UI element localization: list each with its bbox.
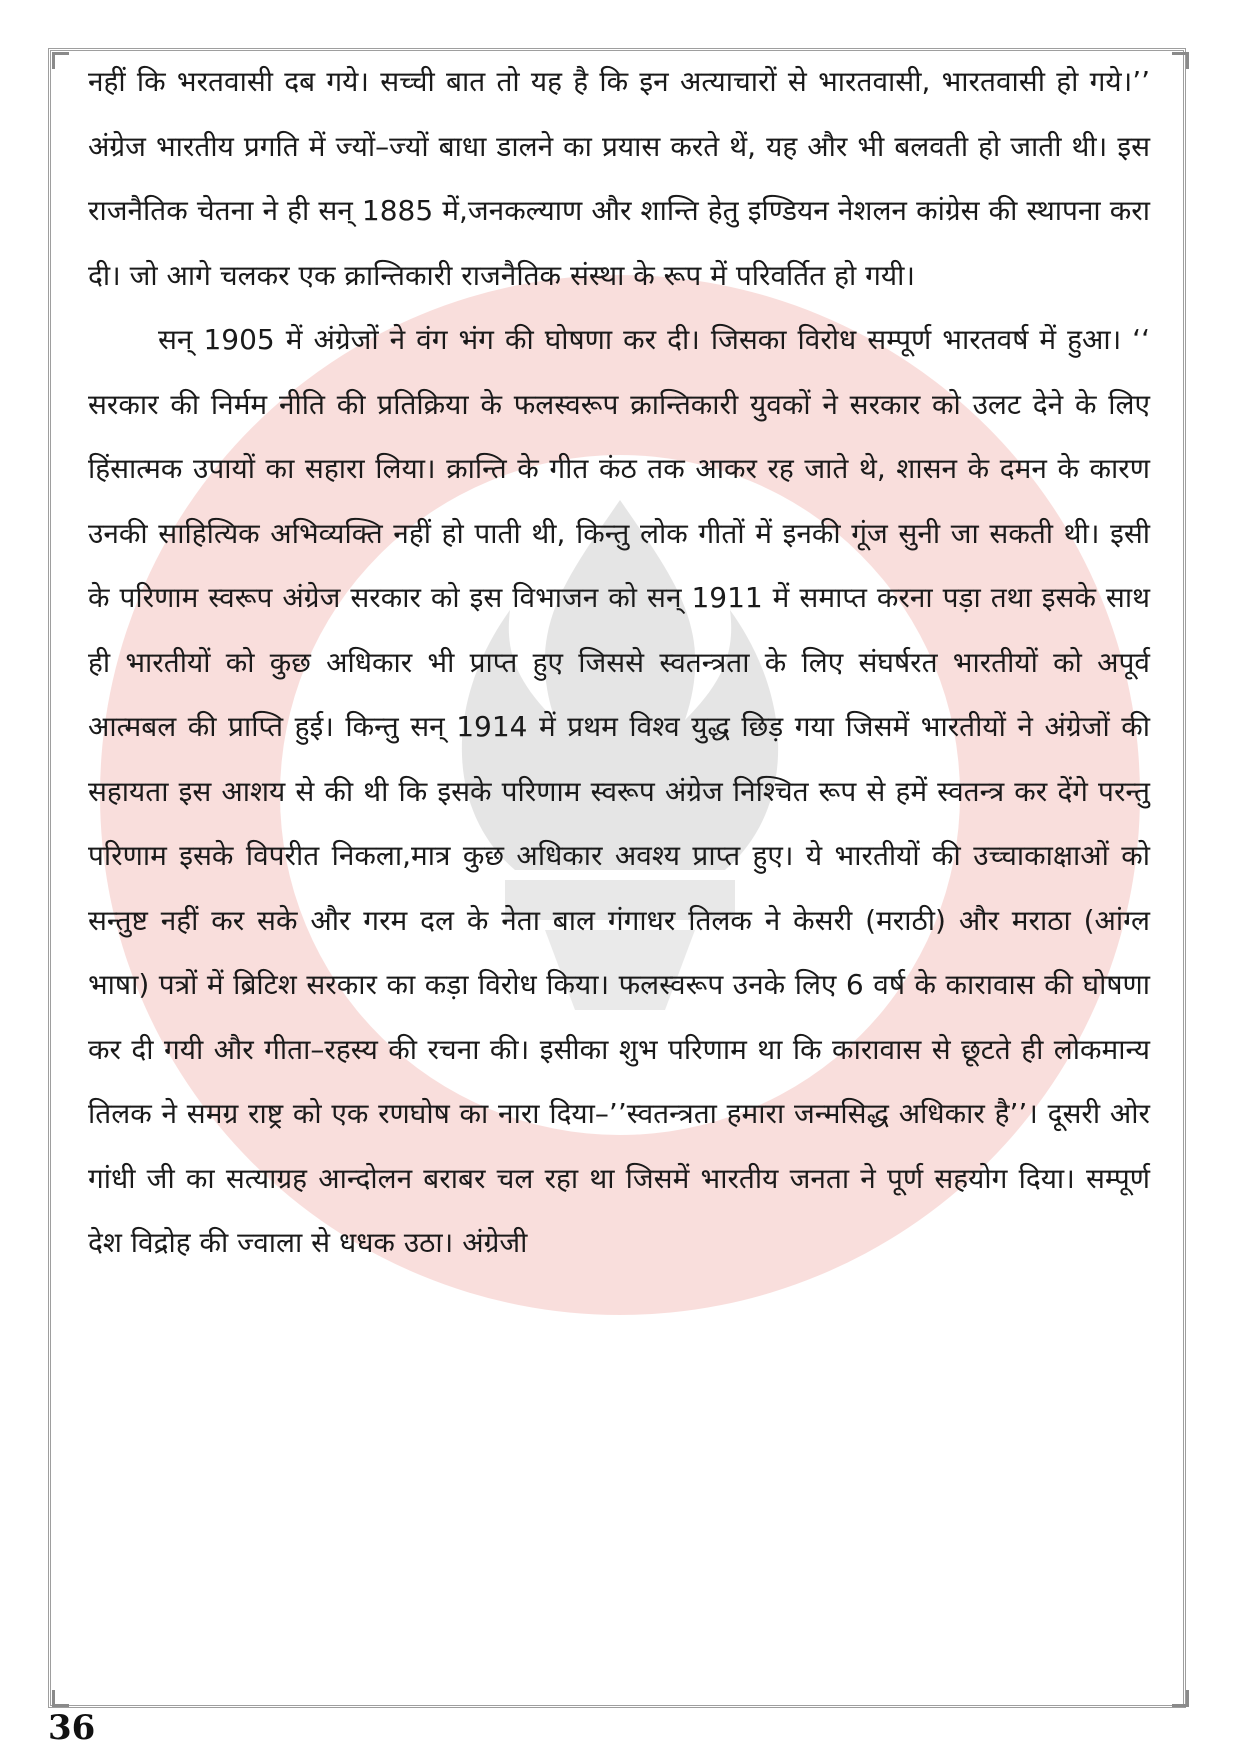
- page-number: 36: [48, 1708, 96, 1748]
- border-corner-bottom-left: [52, 1690, 69, 1707]
- border-corner-bottom-right: [1172, 1690, 1189, 1707]
- border-corner-top-right: [1172, 52, 1189, 69]
- border-corner-top-left: [52, 52, 69, 69]
- page-body: [88, 50, 1150, 1276]
- paragraph-1: नहीं कि भरतवासी दब गये। सच्ची बात तो यह है कि इन अत्याचारों से भारतवासी, भारतवासी हो गये।’’ अंग्रेज भारतीय प्रगति में ज्यों–ज्यों बाधा डालने का प्रयास करते थें, यह और भी बलवती हो जाती थी। इस राजनैतिक चेतना ने ही सन् 1885 में,जनकल्याण और शान्ति हेतु इण्डियन नेशलन कांग्रेस की स्थापना करा दी। जो आगे चलकर एक क्रान्तिकारी राजनैतिक संस्था के रूप में परिवर्तित हो गयी।: [88, 65, 1150, 292]
- paragraph-2: सन् 1905 में अंग्रेजों ने वंग भंग की घोषणा कर दी। जिसका विरोध सम्पूर्ण भारतवर्ष में हुआ। ‘‘ सरकार की निर्मम नीति की प्रतिक्रिया के फलस्वरूप क्रान्तिकारी युवकों ने सरकार को उलट देने के लिए हिंसात्मक उपायों का सहारा लिया। क्रान्ति के गीत कंठ तक आकर रह जाते थे, शासन के दमन के कारण उनकी साहित्यिक अभिव्यक्ति नहीं हो पाती थी, किन्तु लोक गीतों में इनकी गूंज सुनी जा सकती थी। इसी के परिणाम स्वरूप अंग्रेज सरकार को इस विभाजन को सन् 1911 में समाप्त करना पड़ा तथा इसके साथ ही भारतीयों को कुछ अधिकार भी प्राप्त हुए जिससे स्वतन्त्रता के लिए संघर्षरत भारतीयों को अपूर्व आत्मबल की प्राप्ति हुई। किन्तु सन् 1914 में प्रथम विश्व युद्ध छिड़ गया जिसमें भारतीयों ने अंग्रेजों की सहायता इस आशय से की थी कि इसके परिणाम स्वरूप अंग्रेज निश्चित रूप से हमें स्वतन्त्र कर देंगे परन्तु परिणाम इसके विपरीत निकला,मात्र कुछ अधिकार अवश्य प्राप्त हुए। ये भारतीयों की उच्चाकाक्षाओं को सन्तुष्ट नहीं कर सके और गरम दल के नेता बाल गंगाधर तिलक ने केसरी (मराठी) और मराठा (आंग्ल भाषा) पत्रों में ब्रिटिश सरकार का कड़ा विरोध किया। फलस्वरूप उनके लिए 6 वर्ष के कारावास की घोषणा कर दी गयी और गीता–रहस्य की रचना की। इसीका शुभ परिणाम था कि कारावास से छूटते ही लोकमान्य तिलक ने समग्र राष्ट्र को एक रणघोष का नारा दिया–’’स्वतन्त्रता हमारा जन्मसिद्ध अधिकार है’’। दूसरी ओर गांधी जी का सत्याग्रह आन्दोलन बराबर चल रहा था जिसमें भारतीय जनता ने पूर्ण सहयोग दिया। सम्पूर्ण देश विद्रोह की ज्वाला से धधक उठा। अंग्रेजी: [88, 323, 1150, 1259]
